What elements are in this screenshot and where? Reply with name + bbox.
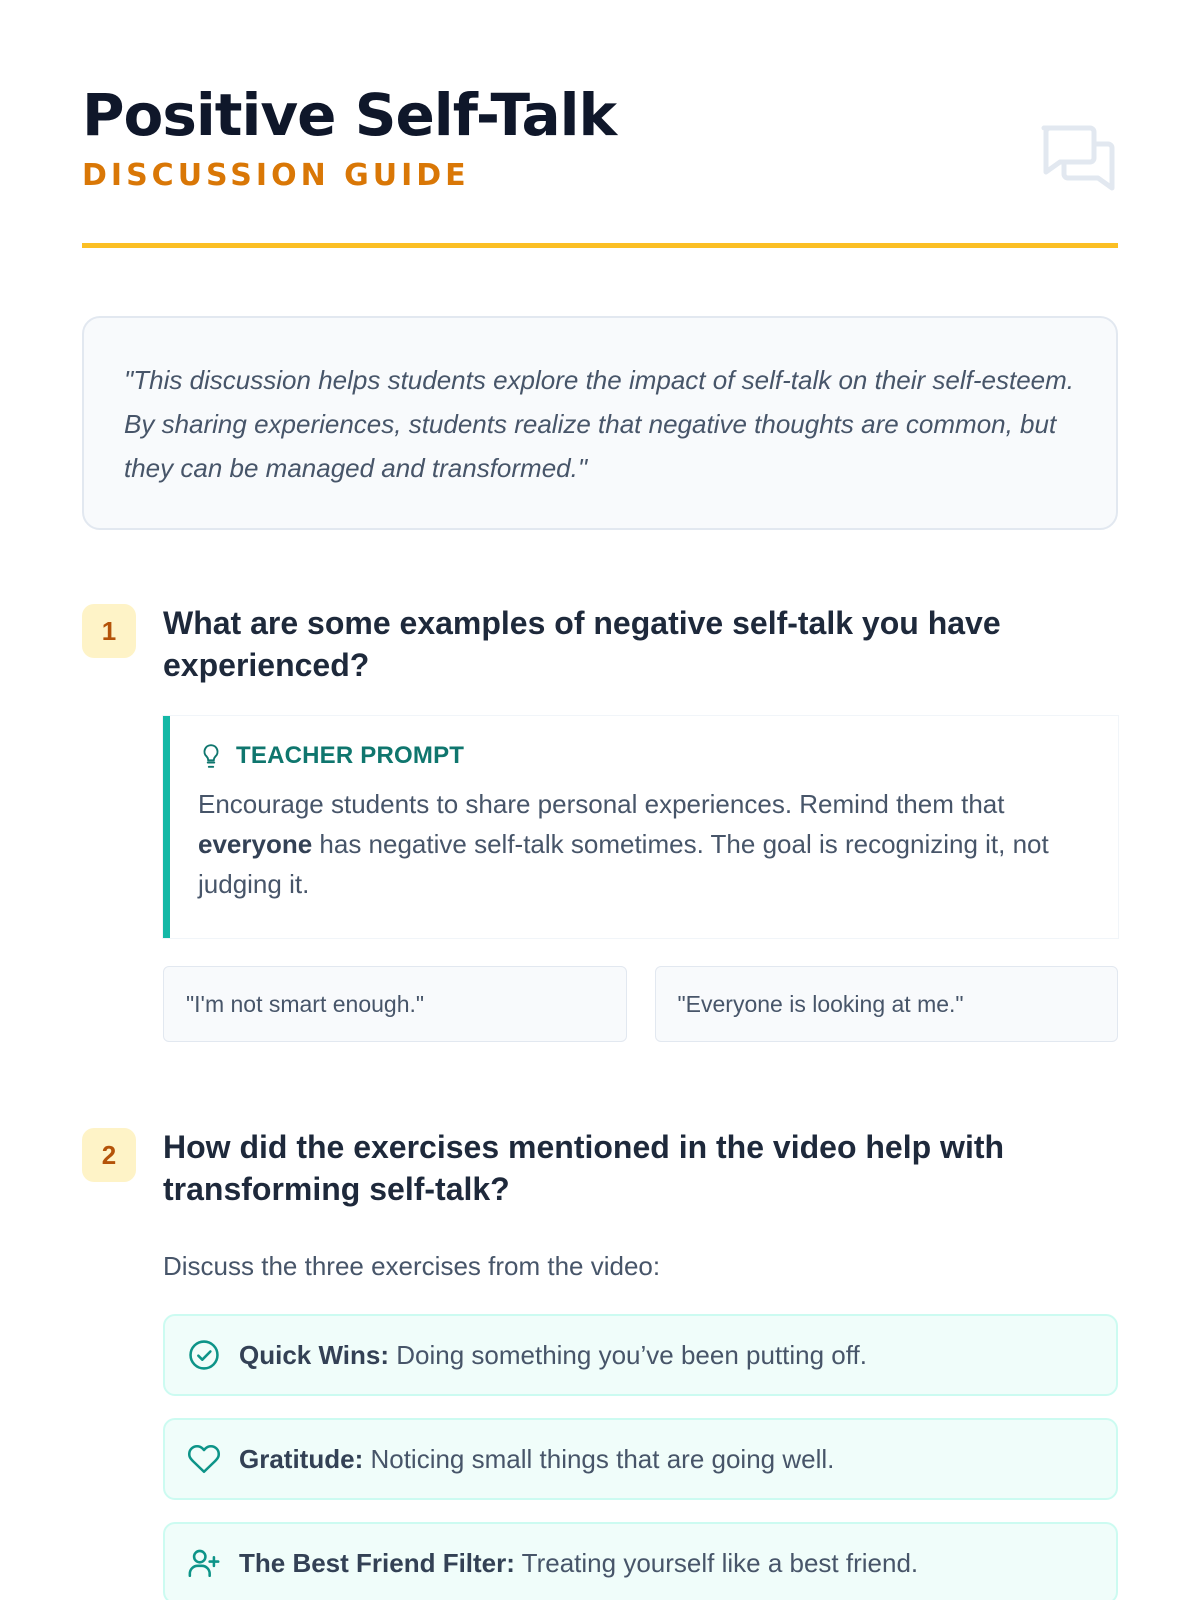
user-plus-icon (187, 1546, 221, 1580)
page-subtitle: DISCUSSION GUIDE (82, 158, 470, 193)
teacher-prompt-label: TEACHER PROMPT (236, 742, 465, 769)
exercise-item (163, 1314, 1118, 1396)
prompt-emphasis: everyone (198, 829, 313, 859)
question-number: 1 (82, 604, 136, 658)
question-title: How did the exercises mentioned in the video help with transforming self-talk? (163, 1129, 1005, 1207)
exercise-item (163, 1522, 1118, 1600)
intro-quote: "This discussion helps students explore the impact of self-talk on their self-esteem. By sharing experiences, students realize that negative thoughts are common, but they can be managed and transformed." (124, 365, 1075, 483)
question-title: What are some examples of negative self-talk you have experienced? (163, 605, 1001, 683)
chat-bubbles-icon (1038, 120, 1118, 200)
question-2 (82, 1126, 1118, 1600)
exercise-description: Treating yourself like a best friend. (514, 1547, 919, 1578)
intro-quote-box (82, 316, 1118, 530)
page-header (82, 0, 1118, 248)
heart-icon (187, 1442, 221, 1476)
example-card: "Everyone is looking at me." (655, 966, 1119, 1042)
exercise-text (239, 1548, 918, 1579)
exercise-name: Gratitude: (239, 1443, 364, 1474)
lightbulb-icon (198, 743, 224, 769)
exercise-name: Quick Wins: (239, 1339, 390, 1370)
example-list (163, 966, 1118, 1042)
prompt-text-part: Encourage students to share personal experiences. Remind them that (198, 789, 1005, 819)
question-intro: Discuss the three exercises from the video: (163, 1251, 661, 1281)
question-number: 2 (82, 1128, 136, 1182)
exercise-description: Doing something you’ve been putting off. (389, 1339, 867, 1370)
prompt-text-part: has negative self-talk sometimes. The goal is recognizing it, not judging it. (198, 829, 1049, 899)
exercise-text (239, 1444, 834, 1475)
example-card: "I'm not smart enough." (163, 966, 627, 1042)
exercise-text (239, 1340, 867, 1371)
exercise-description: Noticing small things that are going well. (363, 1443, 835, 1474)
teacher-prompt (163, 716, 1118, 938)
question-1 (82, 602, 1118, 1042)
check-circle-icon (187, 1338, 221, 1372)
exercise-name: The Best Friend Filter: (239, 1547, 515, 1578)
teacher-prompt-header (198, 742, 1088, 770)
exercise-item (163, 1418, 1118, 1500)
page-title: Positive Self-Talk (82, 81, 617, 149)
teacher-prompt-text (198, 784, 1088, 904)
